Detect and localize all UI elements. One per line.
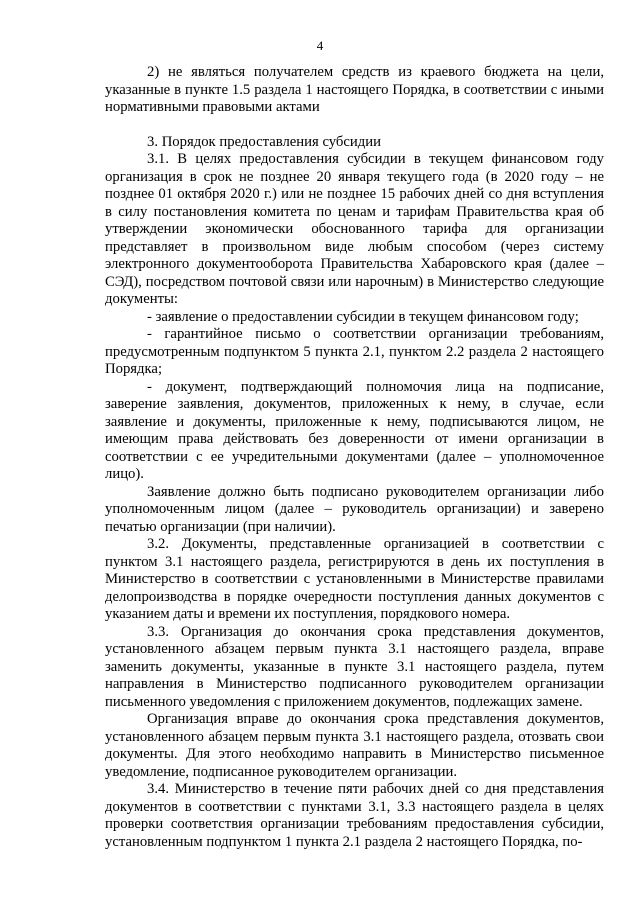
paragraph-3-4: 3.4. Министерство в течение пяти рабочих дней со дня представления документов в соответствии с пунктами 3.1, 3.3 настоящего раздела в целях проверки соответствия организации требованиям предоставления субсидии, установленным подпунктом 1 пункта 2.1 раздела 2 настоящего Порядка, по-: [105, 781, 604, 850]
page-number: 4: [316, 38, 324, 53]
paragraph-application-signature: Заявление должно быть подписано руководителем организации либо уполномоченным лицом (далее – руководитель организации) и заверено печатью организации (при наличии).: [105, 483, 604, 535]
paragraph-3-1: 3.1. В целях предоставления субсидии в текущем финансовом году организация в срок не позднее 20 января текущего года (в 2020 году – не позднее 01 октября 2020 г.) или не позднее 15 рабочих дней со дня вступления в силу постановления комитета по ценам и тарифам Правительства края об утверждении экономически обоснованного тарифа для организации представляет в произвольном виде любым способом (через систему электронного документооборота Правительства Хабаровского края (далее – СЭД), посредством почтовой связи или нарочным) в Министерство следующие документы:: [105, 151, 604, 307]
section-gap: [105, 117, 604, 134]
paragraph-3-2: 3.2. Документы, представленные организацией в соответствии с пунктом 3.1 настоящего раздела, регистрируются в день их поступления в Министерство в соответствии с установленными в Министерстве правилами делопроизводства в порядке очередности поступления данных документов с указанием даты и времени их поступления, порядкового номера.: [105, 536, 604, 622]
list-item-application: - заявление о предоставлении субсидии в текущем финансовом году;: [147, 308, 579, 325]
paragraph-2-subitem-2: 2) не являться получателем средств из краевого бюджета на цели, указанные в пункте 1.5 раздела 1 настоящего Порядка, в соответствии с иными нормативными правовыми актами: [105, 64, 604, 115]
list-item-guarantee-letter: - гарантийное письмо о соответствии организации требованиям, предусмотренным подпунктом 5 пункта 2.1, пунктом 2.2 раздела 2 настоящего Порядка;: [105, 326, 604, 377]
section-3-heading: 3. Порядок предоставления субсидии: [147, 133, 381, 150]
paragraph-3-3: 3.3. Организация до окончания срока представления документов, установленного абзацем первым пункта 3.1 настоящего раздела, вправе заменить документы, указанные в пункте 3.1 настоящего раздела, путем направления в Министерство подписанного руководителем организации письменного уведомления с приложением документов, подлежащих замене.: [105, 623, 604, 710]
paragraph-withdrawal: Организация вправе до окончания срока представления документов, установленного абзацем первым пункта 3.1 настоящего раздела, отозвать свои документы. Для этого необходимо направить в Министерство письменное уведомление, подписанное руководителем организации.: [105, 711, 604, 780]
document-body: [105, 64, 604, 851]
list-item-authority-document: - документ, подтверждающий полномочия лица на подписание, заверение заявления, документов, приложенных к нему, в случае, если заявление и документы, приложенные к нему, подписываются лицом, не имеющим права действовать без доверенности от имени организации в соответствии с ее учредительными документами (далее – уполномоченное лицо).: [105, 378, 604, 482]
